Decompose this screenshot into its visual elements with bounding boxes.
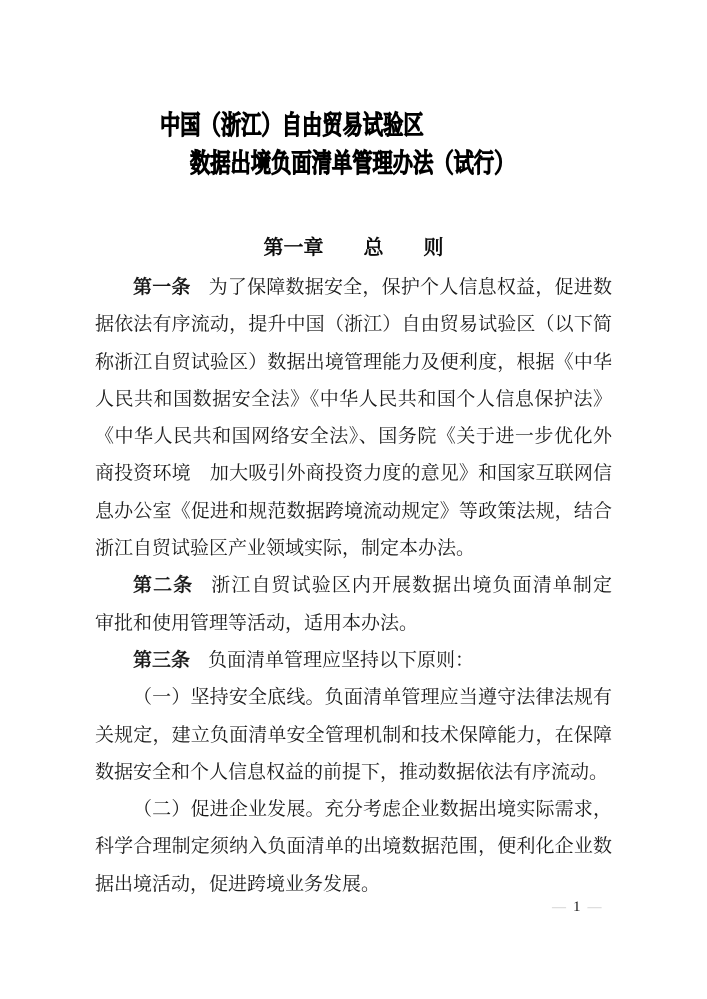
article-number-label: 第二条 — [133, 575, 194, 597]
line-text: 人民共和国数据安全法》《中华人民共和国个人信息保护法》 — [95, 388, 612, 410]
body-line — [95, 381, 612, 418]
line-text: 息办公室《促进和规范数据跨境流动规定》等政策法规，结合 — [95, 500, 612, 522]
footer-dash-left: — — [552, 900, 566, 915]
article-number-label: 第一条 — [133, 277, 191, 298]
chapter-heading: 第一章 总 则 — [263, 235, 444, 259]
body-line — [95, 605, 612, 642]
body-line — [95, 717, 612, 754]
line-text: 《中华人民共和国网络安全法》、国务院《关于进一步优化外 — [95, 426, 612, 448]
document-title-line-2: 数据出境负面清单管理办法（试行） — [190, 149, 515, 179]
line-text: （二）促进企业发展。充分考虑企业数据出境实际需求， — [133, 799, 612, 821]
body-line — [95, 642, 612, 679]
article-number-label: 第三条 — [133, 649, 191, 671]
body-line — [95, 418, 612, 455]
line-text: （一）坚持安全底线。负面清单管理应当遵守法律法规有 — [133, 687, 612, 709]
line-text: 科学合理制定须纳入负面清单的出境数据范围，便利化企业数 — [95, 836, 612, 858]
line-text: 关规定，建立负面清单安全管理机制和技术保障能力，在保障 — [95, 724, 612, 746]
body-line — [95, 493, 612, 530]
line-text: 为了保障数据安全，保护个人信息权益，促进数 — [208, 277, 612, 298]
body-line — [95, 754, 612, 791]
body-line — [95, 306, 612, 343]
line-text: 负面清单管理应坚持以下原则： — [208, 649, 475, 671]
line-text: 审批和使用管理等活动，适用本办法。 — [95, 612, 419, 634]
body-line — [95, 567, 612, 604]
page-number: 1 — [573, 899, 581, 915]
body-line — [95, 679, 612, 716]
body-line — [95, 530, 612, 567]
body-line — [95, 344, 612, 381]
body-line — [95, 455, 612, 492]
line-text: 浙江自贸试验区内开展数据出境负面清单制定 — [211, 575, 612, 597]
body-line — [95, 828, 612, 865]
body-line — [95, 269, 612, 306]
line-text: 据出境活动，促进跨境业务发展。 — [95, 873, 381, 895]
line-text: 浙江自贸试验区产业领域实际，制定本办法。 — [95, 538, 476, 560]
document-title-line-1: 中国（浙江）自由贸易试验区 — [160, 111, 424, 141]
line-text: 据依法有序流动，提升中国（浙江）自由贸易试验区（以下简 — [95, 314, 612, 336]
page-footer — [552, 899, 602, 916]
line-text: 称浙江自贸试验区）数据出境管理能力及便利度，根据《中华 — [95, 351, 612, 373]
line-text: 数据安全和个人信息权益的前提下，推动数据依法有序流动。 — [95, 761, 609, 783]
line-text: 商投资环境 加大吸引外商投资力度的意见》和国家互联网信 — [95, 463, 612, 485]
footer-dash-right: — — [587, 900, 602, 915]
body-line — [95, 866, 612, 903]
body-line — [95, 791, 612, 828]
document-body — [95, 269, 612, 903]
